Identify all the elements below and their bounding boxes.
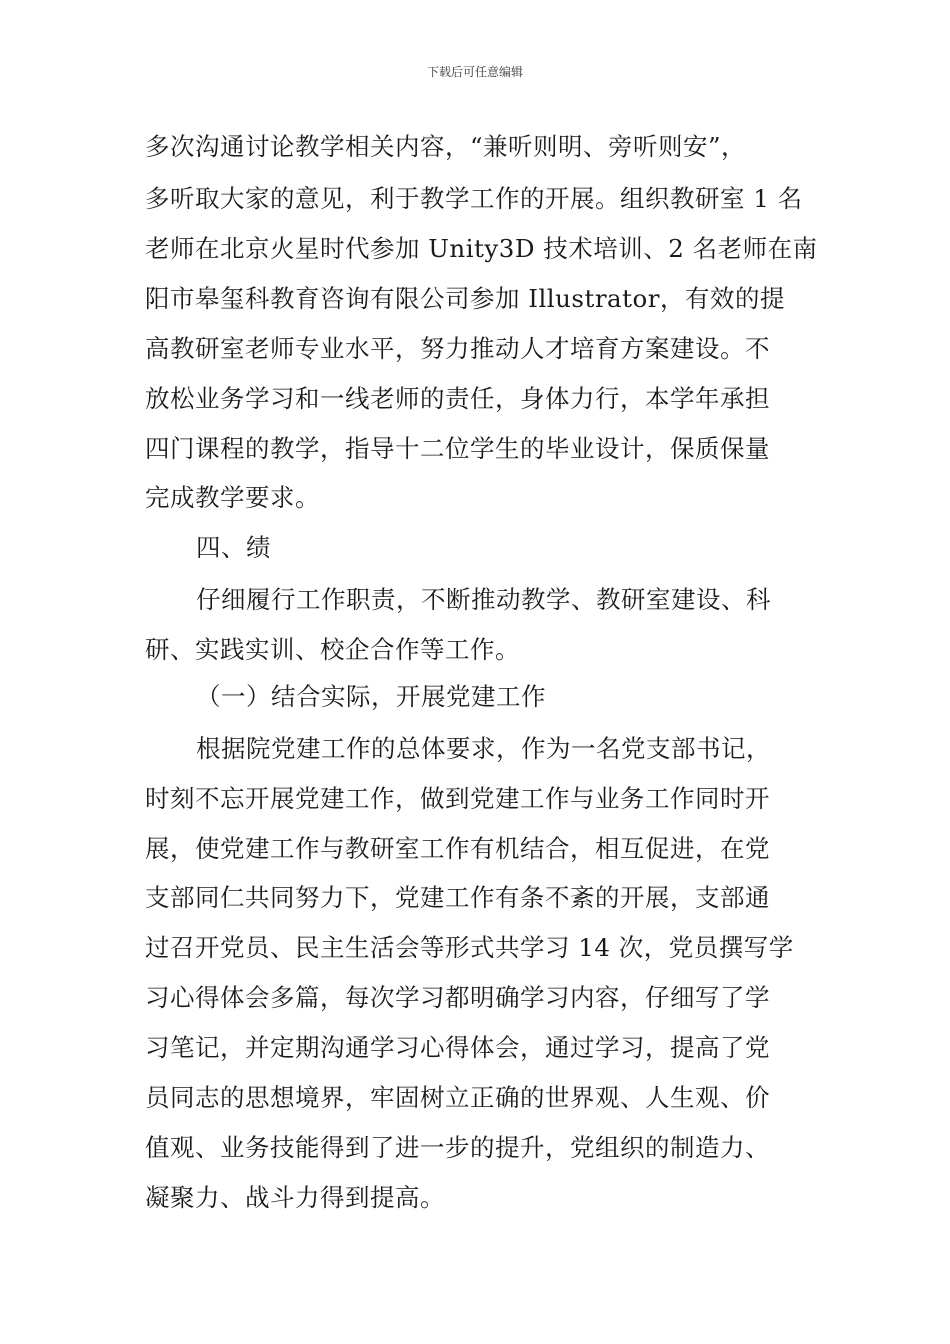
paragraph-line: 老师在北京火星时代参加 Unity3D 技术培训、2 名老师在南 [145, 234, 818, 263]
paragraph-line: 研、实践实训、校企合作等工作。 [145, 635, 520, 664]
paragraph-line: 时刻不忘开展党建工作，做到党建工作与业务工作同时开 [145, 784, 770, 813]
paragraph-line: 阳市皋玺科教育咨询有限公司参加 Illustrator，有效的提 [145, 284, 785, 313]
paragraph-line: 习心得体会多篇，每次学习都明确学习内容，仔细写了学 [145, 983, 770, 1012]
paragraph-line: 展，使党建工作与教研室工作有机结合，相互促进，在党 [145, 834, 770, 863]
paragraph-line: 四门课程的教学，指导十二位学生的毕业设计，保质保量 [145, 434, 770, 463]
paragraph-line: 放松业务学习和一线老师的责任，身体力行，本学年承担 [145, 384, 770, 413]
paragraph-line: 根据院党建工作的总体要求，作为一名党支部书记， [196, 734, 771, 763]
paragraph-line: 习笔记，并定期沟通学习心得体会，通过学习，提高了党 [145, 1033, 770, 1062]
paragraph-line: 多听取大家的意见，利于教学工作的开展。组织教研室 1 名 [145, 184, 803, 213]
paragraph-line: 过召开党员、民主生活会等形式共学习 14 次，党员撰写学 [145, 933, 794, 962]
paragraph-line: 高教研室老师专业水平，努力推动人才培育方案建设。不 [145, 334, 770, 363]
paragraph-line: 员同志的思想境界，牢固树立正确的世界观、人生观、价 [145, 1083, 770, 1112]
paragraph-line: 值观、业务技能得到了进一步的提升，党组织的制造力、 [145, 1133, 770, 1162]
paragraph-line: 完成教学要求。 [145, 483, 320, 512]
page-header: 下载后可任意编辑 [426, 65, 523, 79]
paragraph-line: 凝聚力、战斗力得到提高。 [145, 1183, 445, 1212]
paragraph-line: 仔细履行工作职责，不断推动教学、教研室建设、科 [196, 585, 771, 614]
paragraph-line: 支部同仁共同努力下，党建工作有条不紊的开展，支部通 [145, 883, 770, 912]
section-heading: 四、绩 [196, 533, 271, 562]
subsection-heading: （一）结合实际，开展党建工作 [196, 682, 546, 711]
paragraph-line: 多次沟通讨论教学相关内容，“兼听则明、旁听则安”， [145, 132, 747, 161]
